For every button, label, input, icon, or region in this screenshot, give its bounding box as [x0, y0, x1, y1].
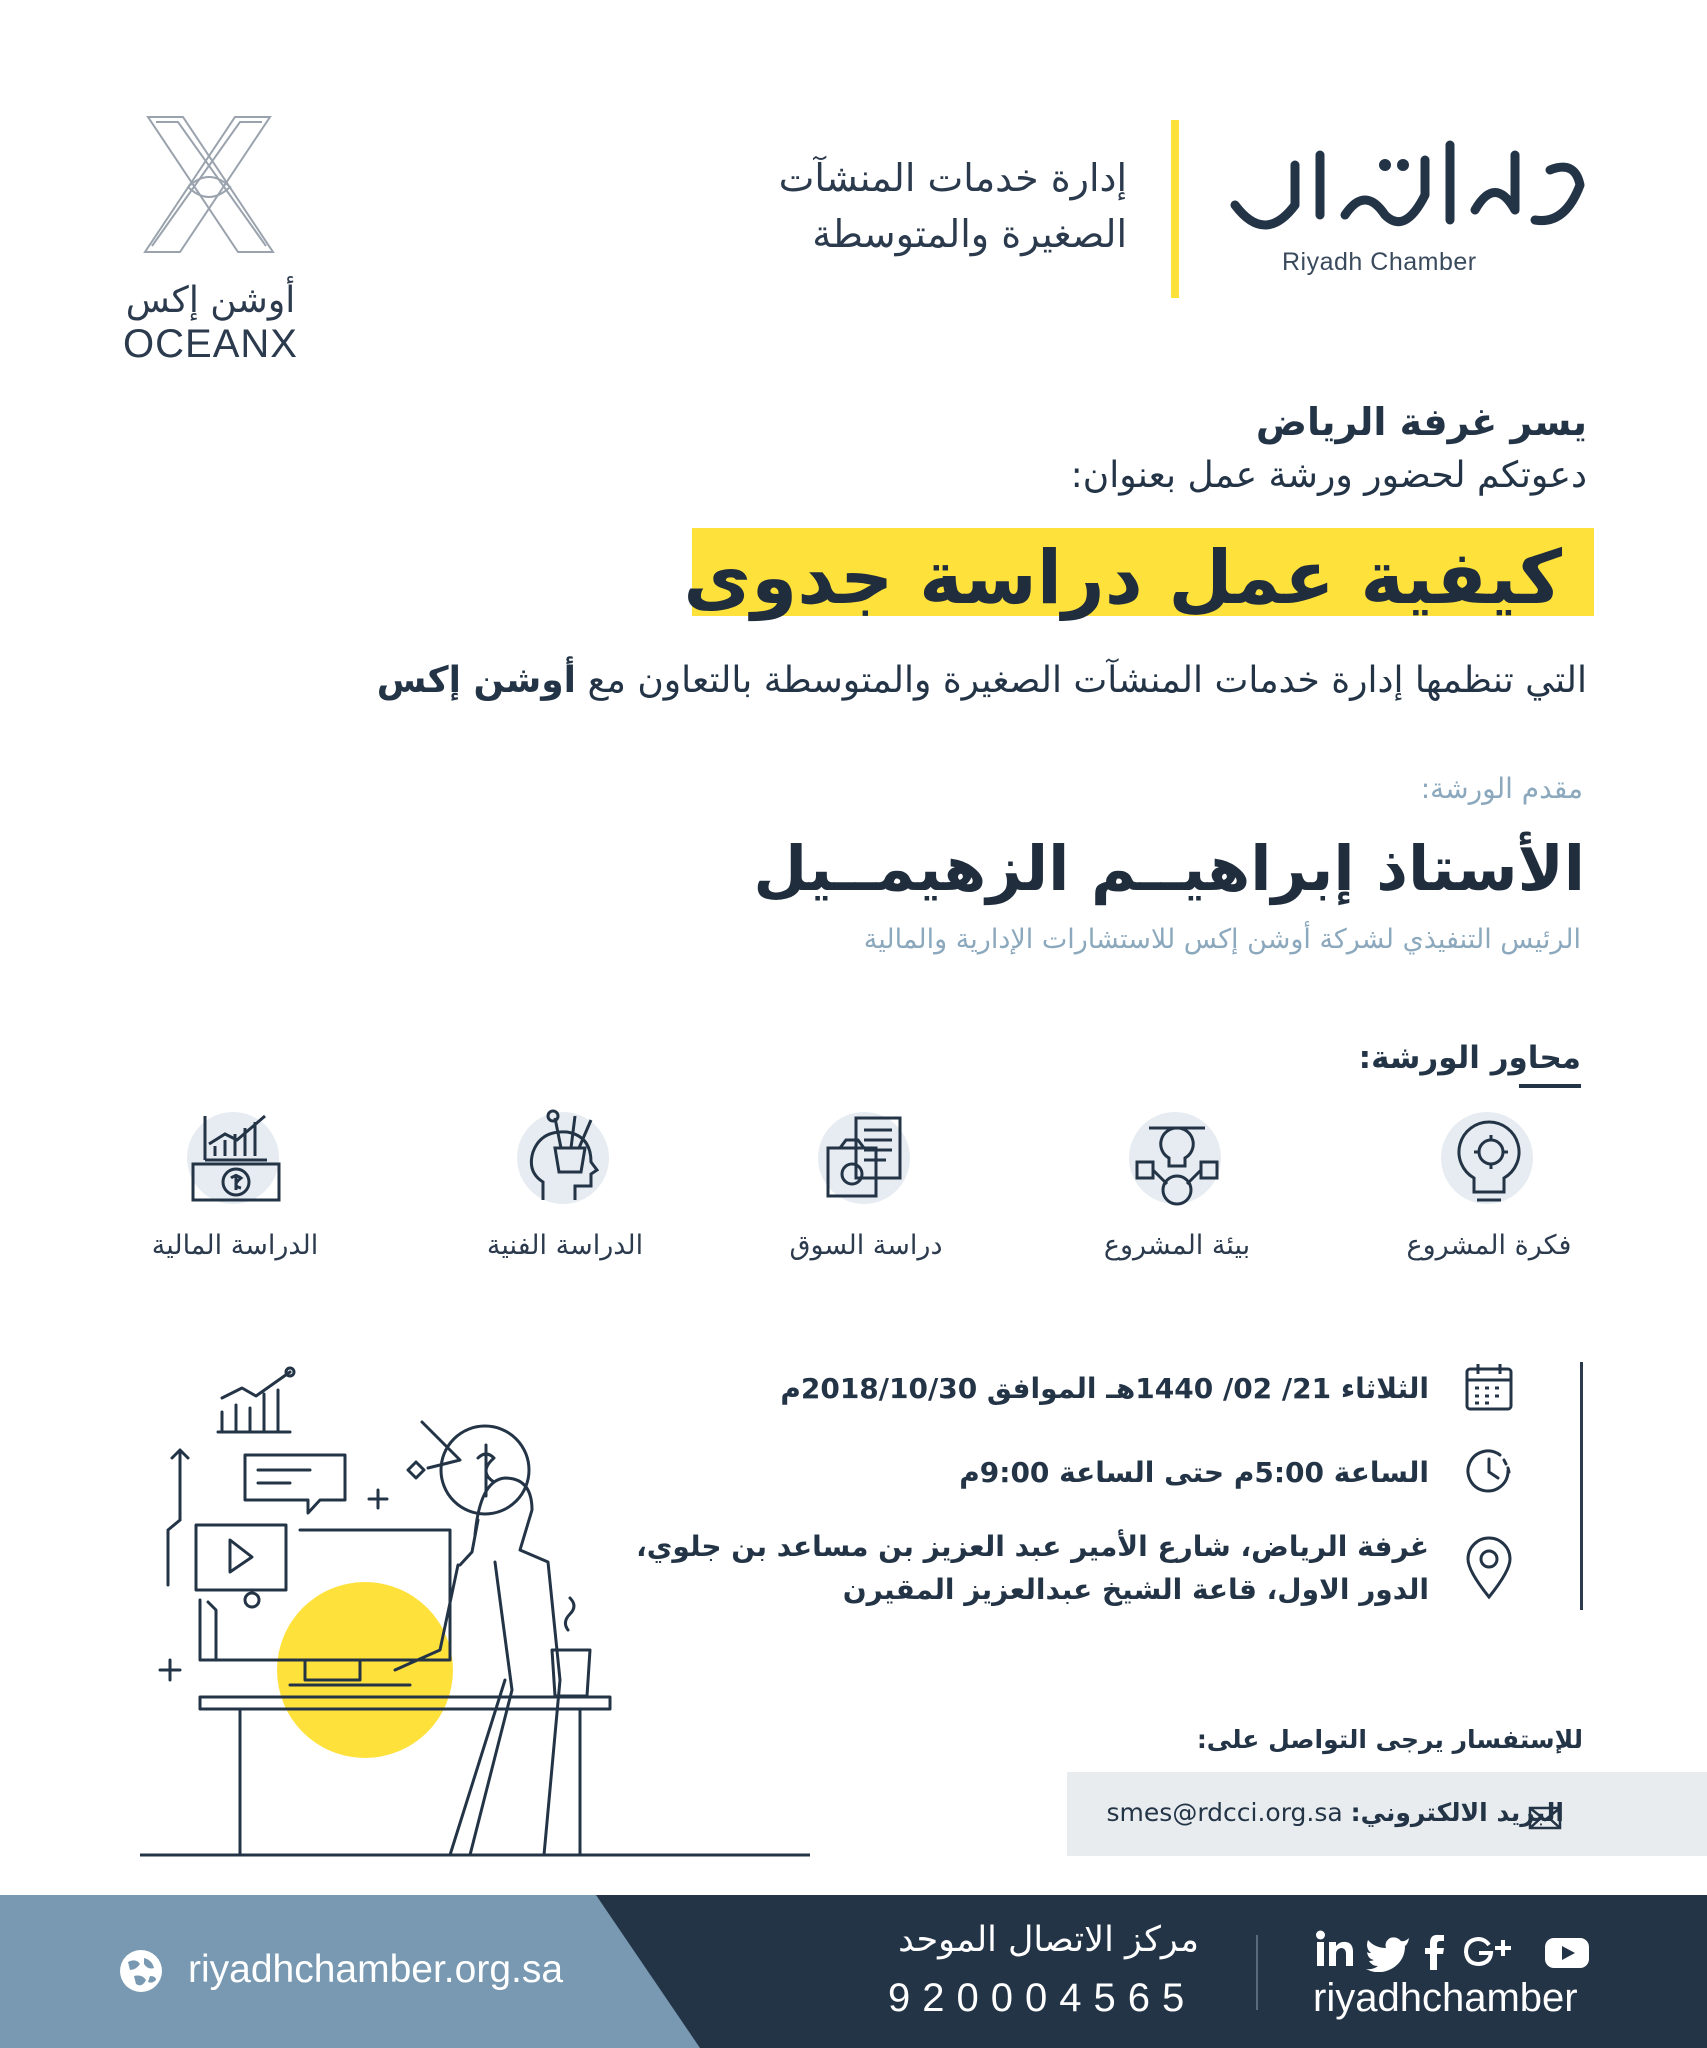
- event-date: الثلاثاء 21/ 02/ 1440هـ الموافق 2018/10/30م: [780, 1372, 1429, 1405]
- twitter-icon[interactable]: [1366, 1937, 1409, 1972]
- axis-label: فكرة المشروع: [1406, 1230, 1572, 1261]
- axis-label: دراسة السوق: [789, 1230, 943, 1261]
- google-plus-icon[interactable]: [1466, 1939, 1511, 1964]
- axes-title-underline: [1519, 1084, 1581, 1088]
- calendar-icon: [1462, 1360, 1516, 1414]
- department-line-1: إدارة خدمات المنشآت: [778, 156, 1127, 200]
- footer-divider: [1256, 1935, 1258, 2010]
- call-center-number[interactable]: 920004565: [888, 1976, 1197, 2020]
- axis-item: [1374, 1100, 1604, 1261]
- email-address[interactable]: smes@rdcci.org.sa: [1106, 1798, 1343, 1827]
- contact-label: للإستفسار يرجى التواصل على:: [1196, 1725, 1583, 1754]
- youtube-icon[interactable]: [1545, 1938, 1589, 1968]
- event-time: الساعة 5:00م حتى الساعة 9:00م: [959, 1456, 1429, 1489]
- axis-label: الدراسة الفنية: [486, 1230, 644, 1261]
- event-location-line-1: غرفة الرياض، شارع الأمير عبد العزيز بن مساعد بن جلوي،: [636, 1530, 1429, 1563]
- presenter-label: مقدم الورشة:: [1420, 772, 1583, 805]
- axis-label: الدراسة المالية: [151, 1230, 319, 1261]
- riyadh-chamber-english: Riyadh Chamber: [1282, 248, 1477, 276]
- organizer-partner: أوشن إكس: [376, 660, 576, 701]
- location-pin-icon: [1462, 1535, 1516, 1601]
- department-line-2: الصغيرة والمتوسطة: [812, 212, 1127, 256]
- department-name: [707, 150, 1127, 262]
- organizer-sentence: التي تنظمها إدارة خدمات المنشآت الصغيرة والمتوسطة بالتعاون مع: [587, 660, 1587, 701]
- email-line: [1107, 1798, 1564, 1827]
- axis-item: [120, 1100, 350, 1261]
- workspace-illustration: [140, 1350, 810, 1870]
- idea-gear-icon: [1429, 1100, 1549, 1220]
- technical-study-icon: [505, 1100, 625, 1220]
- oceanx-english-name: OCEANX: [123, 322, 298, 366]
- globe-icon: [118, 1948, 164, 1994]
- invitation-line-1: يسر غرفة الرياض: [1255, 400, 1587, 444]
- facebook-icon[interactable]: [1425, 1935, 1444, 1970]
- axis-label: بيئة المشروع: [1103, 1230, 1251, 1261]
- header-divider: [1171, 120, 1179, 298]
- invitation-line-2: دعوتكم لحضور ورشة عمل بعنوان:: [1070, 455, 1587, 496]
- axis-item: [450, 1100, 680, 1261]
- presenter-name: الأستاذ إبراهيــم الزهيمــيل: [753, 832, 1585, 905]
- oceanx-logo: [128, 112, 290, 262]
- market-study-icon: [806, 1100, 926, 1220]
- linkedin-icon[interactable]: [1316, 1931, 1353, 1967]
- event-location-line-2: الدور الاول، قاعة الشيخ عبدالعزيز المقيرن: [842, 1573, 1429, 1606]
- axis-item: [751, 1100, 981, 1261]
- call-center-label: مركز الاتصال الموحد: [898, 1920, 1199, 1960]
- axes-title: محاور الورشة:: [1358, 1040, 1581, 1076]
- envelope-icon: [1528, 1806, 1562, 1830]
- social-icons: [1313, 1928, 1593, 1972]
- financial-study-icon: [175, 1100, 295, 1220]
- oceanx-arabic-name: أوشن إكس: [125, 280, 296, 321]
- details-divider: [1580, 1362, 1583, 1610]
- presenter-role: الرئيس التنفيذي لشركة أوشن إكس للاستشارات الإدارية والمالية: [863, 924, 1581, 955]
- axis-item: [1062, 1100, 1292, 1261]
- clock-icon: [1462, 1444, 1516, 1498]
- workshop-title: كيفية عمل دراسة جدوى: [683, 535, 1562, 621]
- project-environment-icon: [1117, 1100, 1237, 1220]
- website-link[interactable]: riyadhchamber.org.sa: [188, 1948, 564, 1991]
- email-label: البريد الالكتروني:: [1350, 1798, 1564, 1827]
- social-handle[interactable]: riyadhchamber: [1313, 1976, 1578, 2020]
- organizer-text: [377, 660, 1587, 701]
